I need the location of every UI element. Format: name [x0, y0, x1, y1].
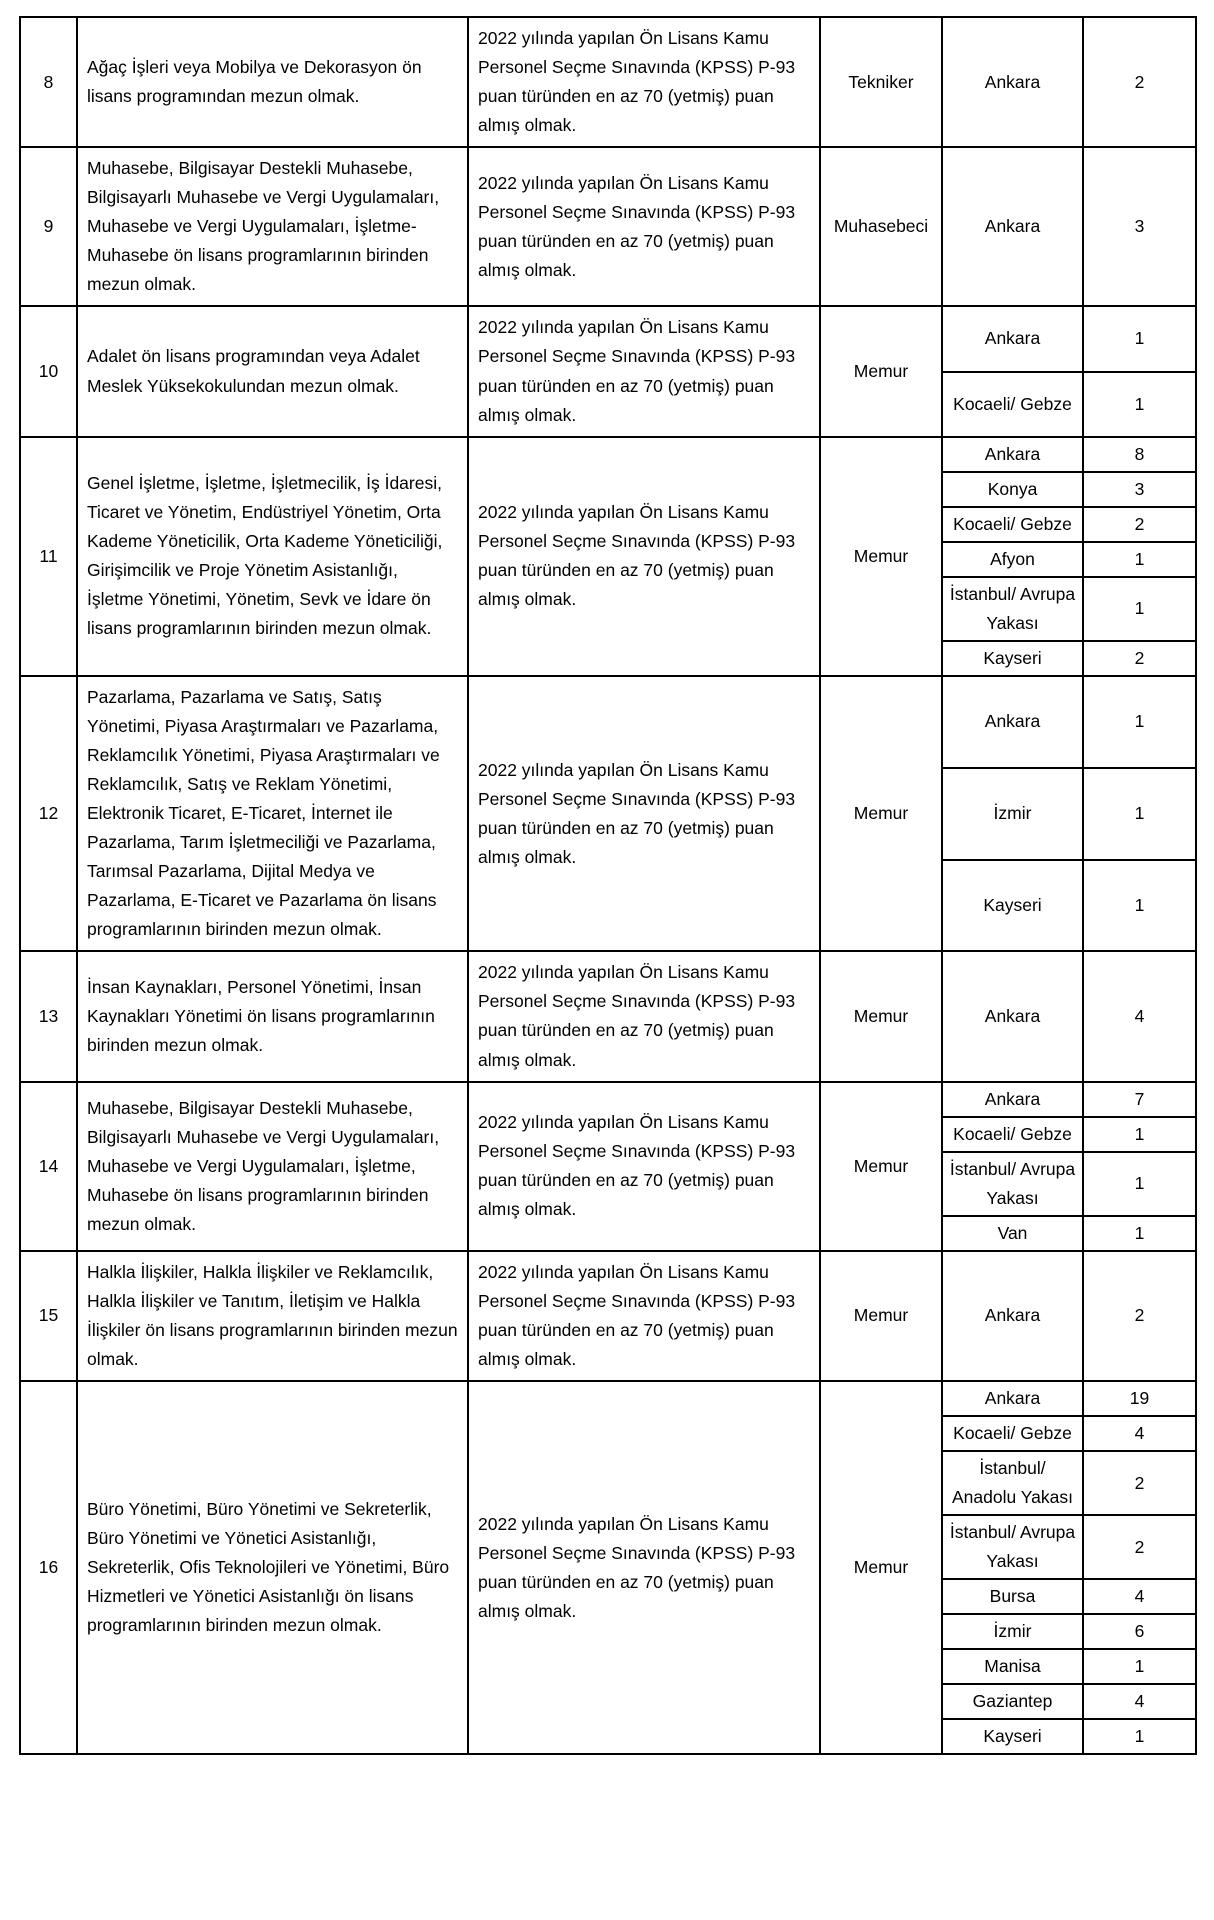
kpss-requirement-cell: 2022 yılında yapılan Ön Lisans Kamu Personel Seçme Sınavında (KPSS) P-93 puan türünden en az 70 (yetmiş) puan almış olmak.: [468, 676, 820, 951]
table-row: [20, 1082, 1196, 1117]
position-title-cell: Memur: [820, 1381, 942, 1755]
table-row: [20, 951, 1196, 1081]
kpss-requirement-cell: 2022 yılında yapılan Ön Lisans Kamu Personel Seçme Sınavında (KPSS) P-93 puan türünden en az 70 (yetmiş) puan almış olmak.: [468, 147, 820, 306]
count-cell: 8: [1083, 437, 1196, 472]
table-row: [20, 306, 1196, 371]
count-cell: 1: [1083, 542, 1196, 577]
row-number-cell: 10: [20, 306, 77, 436]
location-cell: İstanbul/ Avrupa Yakası: [942, 577, 1083, 641]
count-cell: 3: [1083, 147, 1196, 306]
position-title-cell: Tekniker: [820, 17, 942, 147]
education-cell: Genel İşletme, İşletme, İşletmecilik, İş İdaresi, Ticaret ve Yönetim, Endüstriyel Yönetim, Orta Kademe Yöneticilik, Orta Kademe Yöneticiliği, Girişimcilik ve Proje Yönetim Asistanlığı, İşletme Yönetimi, Yönetim, Sevk ve İdare ön lisans programlarının birinden mezun olmak.: [77, 437, 468, 676]
location-cell: Gaziantep: [942, 1684, 1083, 1719]
education-cell: Büro Yönetimi, Büro Yönetimi ve Sekreterlik, Büro Yönetimi ve Yönetici Asistanlığı, Sekreterlik, Ofis Teknolojileri ve Yönetimi, Büro Hizmetleri ve Yönetici Asistanlığı ön lisans programlarının birinden mezun olmak.: [77, 1381, 468, 1755]
education-cell: Halkla İlişkiler, Halkla İlişkiler ve Reklamcılık, Halkla İlişkiler ve Tanıtım, İletişim ve Halkla İlişkiler ön lisans programlarının birinden mezun olmak.: [77, 1251, 468, 1381]
table-row: [20, 17, 1196, 147]
table-row: [20, 676, 1196, 768]
location-cell: Kocaeli/ Gebze: [942, 372, 1083, 437]
location-cell: Afyon: [942, 542, 1083, 577]
count-cell: 2: [1083, 1251, 1196, 1381]
location-cell: Bursa: [942, 1579, 1083, 1614]
location-cell: Manisa: [942, 1649, 1083, 1684]
position-title-cell: Muhasebeci: [820, 147, 942, 306]
location-cell: Ankara: [942, 1381, 1083, 1416]
row-number-cell: 13: [20, 951, 77, 1081]
admission-table: [19, 16, 1197, 1755]
location-cell: Ankara: [942, 676, 1083, 768]
count-cell: 1: [1083, 768, 1196, 860]
location-cell: Ankara: [942, 17, 1083, 147]
location-cell: Ankara: [942, 147, 1083, 306]
location-cell: İzmir: [942, 1614, 1083, 1649]
row-number-cell: 14: [20, 1082, 77, 1251]
location-cell: Ankara: [942, 1251, 1083, 1381]
count-cell: 4: [1083, 1579, 1196, 1614]
row-number-cell: 8: [20, 17, 77, 147]
count-cell: 2: [1083, 507, 1196, 542]
position-title-cell: Memur: [820, 306, 942, 436]
location-cell: Van: [942, 1216, 1083, 1251]
table-row: [20, 1251, 1196, 1381]
education-cell: Ağaç İşleri veya Mobilya ve Dekorasyon ön lisans programından mezun olmak.: [77, 17, 468, 147]
location-cell: Kayseri: [942, 860, 1083, 952]
count-cell: 2: [1083, 1515, 1196, 1579]
table-row: [20, 147, 1196, 306]
location-cell: İstanbul/ Anadolu Yakası: [942, 1451, 1083, 1515]
row-number-cell: 12: [20, 676, 77, 951]
education-cell: Muhasebe, Bilgisayar Destekli Muhasebe, Bilgisayarlı Muhasebe ve Vergi Uygulamaları, Muhasebe ve Vergi Uygulamaları, İşletme, Muhasebe ön lisans programlarının birinden mezun olmak.: [77, 1082, 468, 1251]
count-cell: 6: [1083, 1614, 1196, 1649]
count-cell: 1: [1083, 860, 1196, 952]
table-row: [20, 437, 1196, 472]
location-cell: Konya: [942, 472, 1083, 507]
education-cell: Pazarlama, Pazarlama ve Satış, Satış Yönetimi, Piyasa Araştırmaları ve Pazarlama, Reklamcılık Yönetimi, Piyasa Araştırmaları ve Reklamcılık, Satış ve Reklam Yönetimi, Elektronik Ticaret, E-Ticaret, İnternet ile Pazarlama, Tarım İşletmeciliği ve Pazarlama, Tarımsal Pazarlama, Dijital Medya ve Pazarlama, E-Ticaret ve Pazarlama ön lisans programlarının birinden mezun olmak.: [77, 676, 468, 951]
kpss-requirement-cell: 2022 yılında yapılan Ön Lisans Kamu Personel Seçme Sınavında (KPSS) P-93 puan türünden en az 70 (yetmiş) puan almış olmak.: [468, 306, 820, 436]
location-cell: Kocaeli/ Gebze: [942, 1416, 1083, 1451]
kpss-requirement-cell: 2022 yılında yapılan Ön Lisans Kamu Personel Seçme Sınavında (KPSS) P-93 puan türünden en az 70 (yetmiş) puan almış olmak.: [468, 951, 820, 1081]
count-cell: 1: [1083, 577, 1196, 641]
count-cell: 3: [1083, 472, 1196, 507]
row-number-cell: 11: [20, 437, 77, 676]
count-cell: 1: [1083, 372, 1196, 437]
position-title-cell: Memur: [820, 1251, 942, 1381]
location-cell: Ankara: [942, 306, 1083, 371]
count-cell: 2: [1083, 641, 1196, 676]
count-cell: 19: [1083, 1381, 1196, 1416]
count-cell: 1: [1083, 1117, 1196, 1152]
row-number-cell: 15: [20, 1251, 77, 1381]
count-cell: 2: [1083, 1451, 1196, 1515]
row-number-cell: 9: [20, 147, 77, 306]
position-title-cell: Memur: [820, 951, 942, 1081]
location-cell: Ankara: [942, 951, 1083, 1081]
location-cell: Ankara: [942, 437, 1083, 472]
table-row: [20, 1381, 1196, 1416]
location-cell: İzmir: [942, 768, 1083, 860]
position-title-cell: Memur: [820, 1082, 942, 1251]
kpss-requirement-cell: 2022 yılında yapılan Ön Lisans Kamu Personel Seçme Sınavında (KPSS) P-93 puan türünden en az 70 (yetmiş) puan almış olmak.: [468, 437, 820, 676]
count-cell: 1: [1083, 1649, 1196, 1684]
row-number-cell: 16: [20, 1381, 77, 1755]
count-cell: 1: [1083, 1152, 1196, 1216]
count-cell: 1: [1083, 306, 1196, 371]
kpss-requirement-cell: 2022 yılında yapılan Ön Lisans Kamu Personel Seçme Sınavında (KPSS) P-93 puan türünden en az 70 (yetmiş) puan almış olmak.: [468, 1082, 820, 1251]
count-cell: 4: [1083, 1684, 1196, 1719]
location-cell: Kayseri: [942, 641, 1083, 676]
kpss-requirement-cell: 2022 yılında yapılan Ön Lisans Kamu Personel Seçme Sınavında (KPSS) P-93 puan türünden en az 70 (yetmiş) puan almış olmak.: [468, 1381, 820, 1755]
location-cell: İstanbul/ Avrupa Yakası: [942, 1515, 1083, 1579]
count-cell: 2: [1083, 17, 1196, 147]
position-title-cell: Memur: [820, 437, 942, 676]
education-cell: İnsan Kaynakları, Personel Yönetimi, İnsan Kaynakları Yönetimi ön lisans programlarının birinden mezun olmak.: [77, 951, 468, 1081]
education-cell: Muhasebe, Bilgisayar Destekli Muhasebe, Bilgisayarlı Muhasebe ve Vergi Uygulamaları, Muhasebe ve Vergi Uygulamaları, İşletme- Muhasebe ön lisans programlarının birinden mezun olmak.: [77, 147, 468, 306]
location-cell: Kocaeli/ Gebze: [942, 507, 1083, 542]
table-body: [20, 17, 1196, 1754]
location-cell: İstanbul/ Avrupa Yakası: [942, 1152, 1083, 1216]
count-cell: 1: [1083, 1719, 1196, 1754]
count-cell: 4: [1083, 951, 1196, 1081]
kpss-requirement-cell: 2022 yılında yapılan Ön Lisans Kamu Personel Seçme Sınavında (KPSS) P-93 puan türünden en az 70 (yetmiş) puan almış olmak.: [468, 17, 820, 147]
count-cell: 7: [1083, 1082, 1196, 1117]
location-cell: Ankara: [942, 1082, 1083, 1117]
count-cell: 1: [1083, 1216, 1196, 1251]
count-cell: 1: [1083, 676, 1196, 768]
education-cell: Adalet ön lisans programından veya Adalet Meslek Yüksekokulundan mezun olmak.: [77, 306, 468, 436]
position-title-cell: Memur: [820, 676, 942, 951]
kpss-requirement-cell: 2022 yılında yapılan Ön Lisans Kamu Personel Seçme Sınavında (KPSS) P-93 puan türünden en az 70 (yetmiş) puan almış olmak.: [468, 1251, 820, 1381]
location-cell: Kocaeli/ Gebze: [942, 1117, 1083, 1152]
location-cell: Kayseri: [942, 1719, 1083, 1754]
count-cell: 4: [1083, 1416, 1196, 1451]
